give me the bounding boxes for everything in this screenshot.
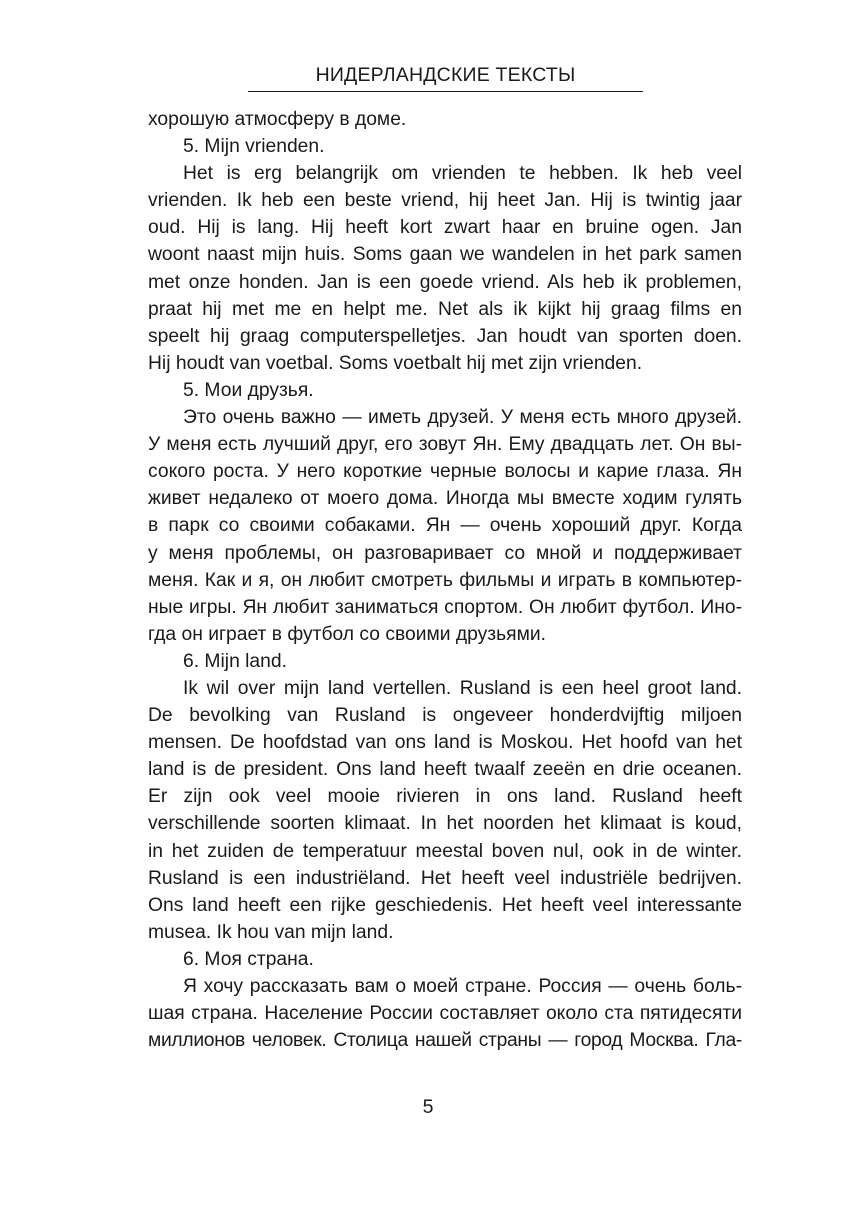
section-heading: 5. Мои друзья. [183,379,314,401]
text-line: в парк со своими собаками. Ян — очень хороший друг. Когда [148,515,742,537]
text-line: миллионов человек. Столица нашей страны — город Москва. Гла- [148,1030,742,1052]
text-line: у меня проблемы, он разговаривает со мной и поддерживает [148,542,742,564]
text-line: De bevolking van Rusland is ongeveer honderdvijftig miljoen [148,705,742,727]
text-line: Rusland is een industriëland. Het heeft veel industriële bedrijven. [148,867,742,889]
text-line: Это очень важно — иметь друзей. У меня есть много друзей. [183,407,742,429]
text-line: land is de president. Ons land heeft twaalf zeeën en drie oceanen. [148,759,742,781]
text-line: speelt hij graag computerspelletjes. Jan houdt van sporten doen. [148,325,742,347]
text-line: Er zijn ook veel mooie rivieren in ons land. Rusland heeft [148,786,742,808]
text-line: хорошую атмосферу в доме. [148,109,407,130]
section-heading: 5. Mijn vrienden. [183,136,325,158]
text-line: woont naast mijn huis. Soms gaan we wandelen in het park samen [148,244,742,266]
text-line: musea. Ik hou van mijn land. [148,921,394,943]
section-heading: 6. Моя страна. [183,948,314,970]
section-heading: 6. Mijn land. [183,650,287,672]
text-line: oud. Hij is lang. Hij heeft kort zwart haar en bruine ogen. Jan [148,217,742,239]
text-line: шая страна. Население России составляет около ста пятидесяти [148,1003,742,1025]
text-line: живет недалеко от моего дома. Иногда мы вместе ходим гулять [148,488,742,510]
body-text [148,106,742,1054]
text-line: praat hij met me en helpt me. Net als ik kijkt hij graag films en [148,298,742,320]
text-line: verschillende soorten klimaat. In het noorden het klimaat is koud, [148,813,742,835]
text-line: in het zuiden de temperatuur meestal boven nul, ook in de winter. [148,840,742,862]
page-number: 5 [422,1096,434,1118]
text-line: Het is erg belangrijk om vrienden te hebben. Ik heb veel [183,163,742,185]
text-line: Ik wil over mijn land vertellen. Rusland is een heel groot land. [183,677,742,699]
text-line: гда он играет в футбол со своими друзьями. [148,623,547,645]
text-line: Я хочу рассказать вам о моей стране. Россия — очень боль- [183,976,742,997]
text-line: У меня есть лучший друг, его зовут Ян. Ему двадцать лет. Он вы- [148,434,742,456]
text-line: Ons land heeft een rijke geschiedenis. Het heeft veel interessante [148,894,742,916]
text-line: met onze honden. Jan is een goede vriend. Als heb ik problemen, [148,271,742,293]
text-line: mensen. De hoofdstad van ons land is Moskou. Het hoofd van het [148,732,742,754]
text-line: Hij houdt van voetbal. Soms voetbalt hij met zijn vrienden. [148,352,643,374]
text-line: сокого роста. У него короткие черные волосы и карие глаза. Ян [148,461,742,483]
text-line: vrienden. Ik heb een beste vriend, hij heet Jan. Hij is twintig jaar [148,190,742,212]
header-rule [248,91,643,92]
text-line: ные игры. Ян любит заниматься спортом. Он любит футбол. Ино- [148,596,742,618]
running-header-title: НИДЕРЛАНДСКИЕ ТЕКСТЫ [315,64,576,86]
text-line: меня. Как и я, он любит смотреть фильмы и играть в компьютер- [148,569,742,591]
